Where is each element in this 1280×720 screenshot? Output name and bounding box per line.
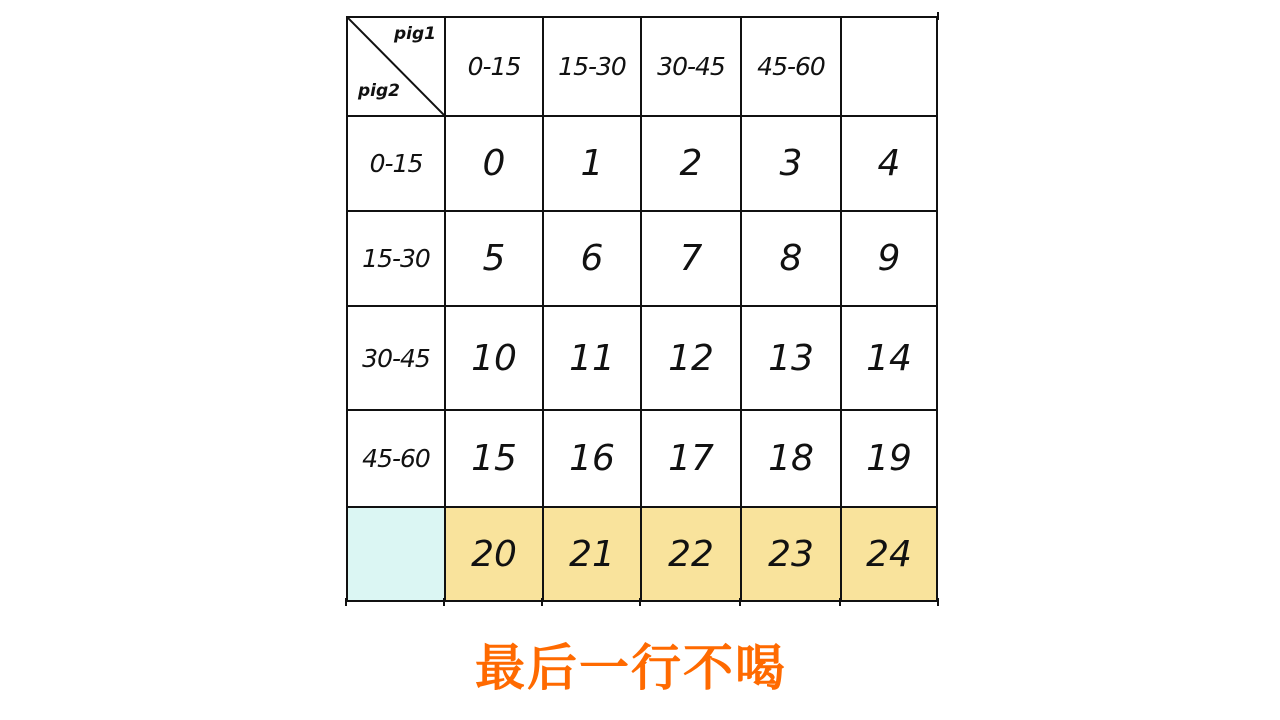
grid-cell: 4 bbox=[841, 116, 937, 211]
grid-cell: 9 bbox=[841, 211, 937, 306]
highlight-cell: 24 bbox=[841, 507, 937, 601]
grid-cell: 2 bbox=[641, 116, 741, 211]
grid-cell: 11 bbox=[543, 306, 641, 410]
grid-tick bbox=[639, 598, 641, 606]
grid-cell: 7 bbox=[641, 211, 741, 306]
grid-cell: 18 bbox=[741, 410, 841, 507]
grid-cell: 14 bbox=[841, 306, 937, 410]
grid-cell: 3 bbox=[741, 116, 841, 211]
highlight-cell: 20 bbox=[445, 507, 543, 601]
column-header bbox=[841, 17, 937, 116]
grid-tick bbox=[541, 598, 543, 606]
grid-tick bbox=[739, 598, 741, 606]
highlight-cell: 23 bbox=[741, 507, 841, 601]
grid-tick bbox=[937, 12, 939, 20]
grid-cell: 0 bbox=[445, 116, 543, 211]
table-row bbox=[347, 306, 937, 410]
row-header: 45-60 bbox=[347, 410, 445, 507]
grid-cell: 15 bbox=[445, 410, 543, 507]
corner-cell bbox=[347, 17, 445, 116]
row-header: 30-45 bbox=[347, 306, 445, 410]
grid-cell: 1 bbox=[543, 116, 641, 211]
table-row bbox=[347, 116, 937, 211]
corner-label-pig2: pig2 bbox=[358, 81, 400, 101]
grid-tick bbox=[937, 598, 939, 606]
header-row bbox=[347, 17, 937, 116]
table-row bbox=[347, 211, 937, 306]
grid-cell: 8 bbox=[741, 211, 841, 306]
highlight-row bbox=[347, 507, 937, 601]
table-row bbox=[347, 410, 937, 507]
grid-cell: 16 bbox=[543, 410, 641, 507]
highlight-cell: 21 bbox=[543, 507, 641, 601]
grid-tick bbox=[443, 598, 445, 606]
empty-row-header bbox=[347, 507, 445, 601]
column-header: 0-15 bbox=[445, 17, 543, 116]
column-header: 30-45 bbox=[641, 17, 741, 116]
grid-cell: 10 bbox=[445, 306, 543, 410]
grid-cell: 13 bbox=[741, 306, 841, 410]
grid-tick bbox=[839, 598, 841, 606]
column-header: 45-60 bbox=[741, 17, 841, 116]
grid-cell: 19 bbox=[841, 410, 937, 507]
grid-cell: 12 bbox=[641, 306, 741, 410]
caption: 最后一行不喝 bbox=[475, 639, 787, 697]
corner-label-pig1: pig1 bbox=[394, 24, 436, 44]
grid-tick bbox=[345, 598, 347, 606]
column-header: 15-30 bbox=[543, 17, 641, 116]
row-header: 15-30 bbox=[347, 211, 445, 306]
row-header: 0-15 bbox=[347, 116, 445, 211]
grid-cell: 6 bbox=[543, 211, 641, 306]
grid-cell: 5 bbox=[445, 211, 543, 306]
highlight-cell: 22 bbox=[641, 507, 741, 601]
grid-cell: 17 bbox=[641, 410, 741, 507]
bucket-grid bbox=[346, 16, 938, 602]
